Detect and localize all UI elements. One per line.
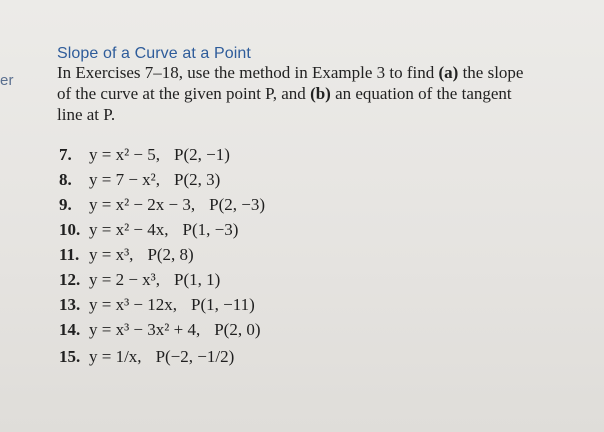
exercise-equation: y = x² − 4x, — [89, 220, 169, 239]
exercise-number: 11. — [59, 245, 80, 264]
exercise-point: P(1, −11) — [191, 295, 255, 314]
exercise-number: 14. — [59, 320, 81, 339]
part-b-label: (b) — [310, 84, 331, 103]
exercise-equation: y = x² − 2x − 3, — [89, 195, 196, 214]
exercise-item — [59, 217, 265, 242]
exercise-item — [59, 167, 265, 192]
exercise-item — [59, 317, 265, 342]
left-margin-fragment: er — [0, 72, 14, 89]
instructions-line-1-suffix: the slope — [458, 63, 524, 82]
instructions-line-2-suffix: an equation of the tangent — [330, 84, 512, 103]
exercise-number: 7. — [59, 145, 72, 164]
exercise-item — [59, 142, 265, 167]
instructions-line-1-prefix: In Exercises 7–18, use the method in Example 3 to find — [57, 63, 439, 82]
exercise-point: P(2, 0) — [214, 320, 261, 339]
exercise-point: P(1, −3) — [182, 220, 239, 239]
exercise-equation: y = x³ − 12x, — [89, 295, 178, 314]
exercise-equation: y = 7 − x², — [89, 170, 161, 189]
exercise-number: 9. — [59, 195, 72, 214]
instructions-line-3: line at P. — [57, 105, 116, 124]
exercise-equation: y = 1/x, — [89, 347, 142, 366]
exercise-item — [59, 342, 265, 372]
exercise-equation: y = x³ − 3x² + 4, — [89, 320, 201, 339]
exercise-number: 15. — [59, 347, 81, 366]
exercise-item — [59, 242, 265, 267]
exercise-item — [59, 192, 265, 217]
exercise-point: P(2, −1) — [174, 145, 230, 164]
exercise-item — [59, 267, 265, 292]
part-a-label: (a) — [438, 63, 459, 82]
instructions-line-2-prefix: of the curve at the given point P, and — [57, 84, 311, 103]
instructions-paragraph — [57, 62, 597, 125]
exercise-number: 13. — [59, 295, 81, 314]
exercise-point: P(2, 3) — [174, 170, 221, 189]
exercise-number: 10. — [59, 220, 81, 239]
exercise-point: P(2, 8) — [147, 245, 194, 264]
exercise-equation: y = 2 − x³, — [89, 270, 161, 289]
exercise-list — [59, 142, 265, 372]
exercise-point: P(−2, −1/2) — [155, 347, 235, 366]
exercise-equation: y = x³, — [89, 245, 134, 264]
exercise-point: P(1, 1) — [174, 270, 221, 289]
exercise-number: 12. — [59, 270, 81, 289]
exercise-number: 8. — [59, 170, 72, 189]
instructions-line-1 — [57, 62, 597, 83]
exercise-equation: y = x² − 5, — [89, 145, 161, 164]
exercise-point: P(2, −3) — [209, 195, 265, 214]
instructions-line-2 — [57, 83, 597, 104]
exercise-item — [59, 292, 265, 317]
section-heading: Slope of a Curve at a Point — [57, 45, 251, 62]
